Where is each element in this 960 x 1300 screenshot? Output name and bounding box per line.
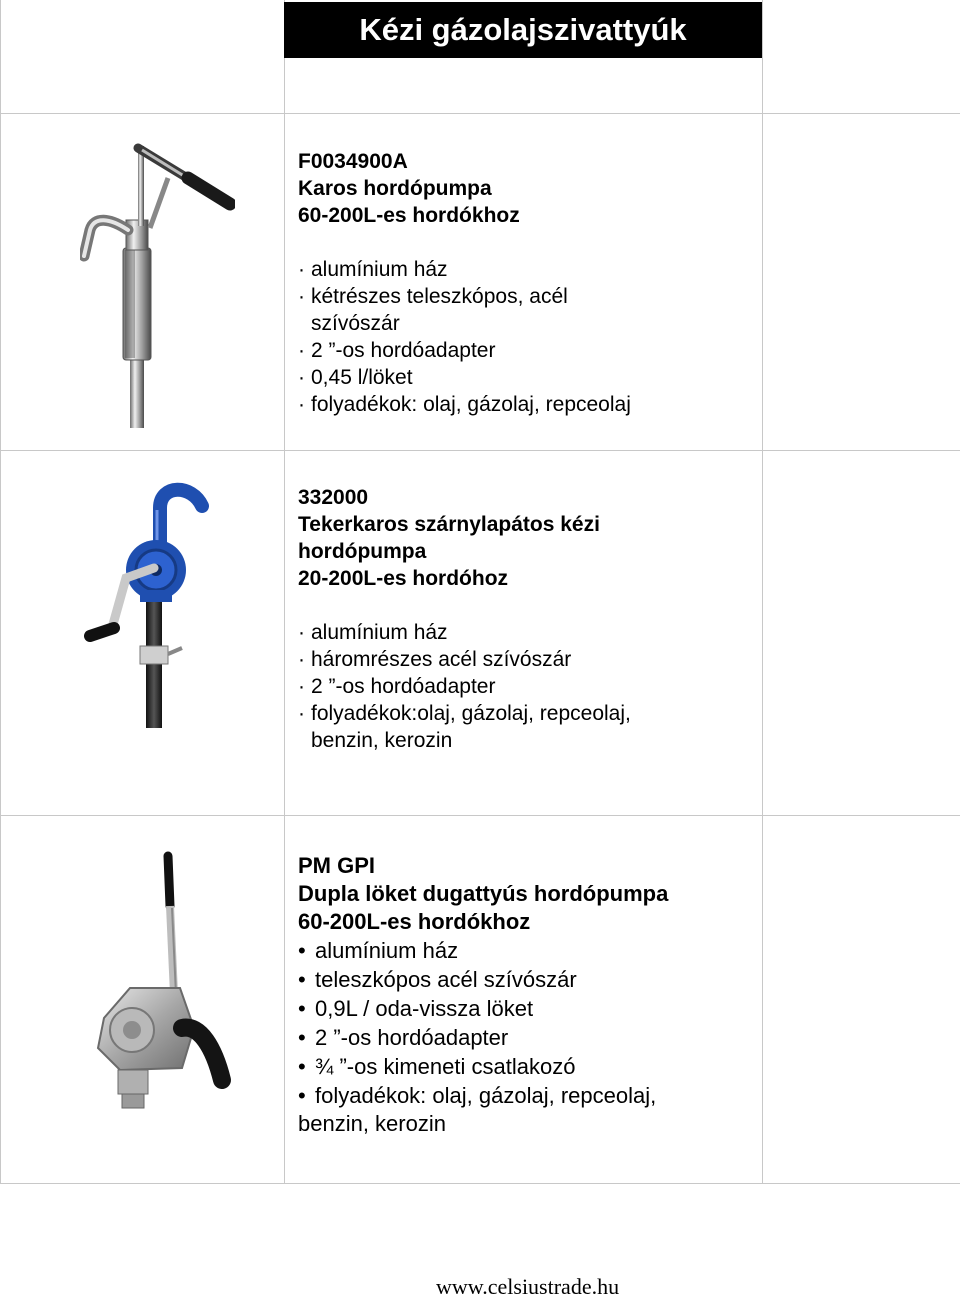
product-1-name: Karos hordópumpa (298, 177, 492, 200)
feature-item: • teleszkópos acél szívószár (298, 967, 577, 992)
rotary-vane-pump-image (84, 478, 214, 728)
feature-item: · kétrészes teleszkópos, acél szívószár (298, 285, 568, 335)
product-3-info (298, 852, 738, 1138)
lever-barrel-pump-image (80, 138, 235, 428)
product-3-capacity: 60-200L-es hordókhoz (298, 909, 531, 934)
feature-item: · háromrészes acél szívószár (298, 648, 572, 671)
table-divider-right (762, 0, 763, 1184)
table-divider-row1 (0, 113, 960, 114)
table-divider-row2 (0, 450, 960, 451)
feature-continuation: benzin, kerozin (298, 1111, 446, 1136)
feature-item: · folyadékok:olaj, gázolaj, repceolaj, benzin, kerozin (298, 702, 631, 752)
feature-item: · alumínium ház (298, 621, 448, 644)
footer-website[interactable]: www.celsiustrade.hu (436, 1274, 620, 1299)
table-border-bottom (0, 1183, 960, 1184)
product-2-info (298, 484, 738, 754)
feature-item: • 0,9L / oda-vissza löket (298, 996, 534, 1021)
product-3-code: PM GPI (298, 853, 376, 878)
table-divider-column (284, 0, 285, 1184)
feature-item: • alumínium ház (298, 938, 459, 963)
feature-item: · 0,45 l/löket (298, 366, 413, 389)
feature-item: • 2 ”-os hordóadapter (298, 1025, 509, 1050)
table-divider-row3 (0, 815, 960, 816)
feature-item: • folyadékok: olaj, gázolaj, repceolaj, (298, 1083, 657, 1108)
table-border-left (0, 0, 1, 1184)
feature-item: · 2 ”-os hordóadapter (298, 339, 496, 362)
product-2-code: 332000 (298, 486, 369, 509)
product-1-capacity: 60-200L-es hordókhoz (298, 204, 520, 227)
feature-item: · folyadékok: olaj, gázolaj, repceolaj (298, 393, 631, 416)
product-1-info (298, 148, 738, 418)
feature-item: · alumínium ház (298, 258, 448, 281)
product-2-capacity: 20-200L-es hordóhoz (298, 567, 509, 590)
piston-barrel-pump-image (90, 848, 240, 1113)
product-2-name: Tekerkaros szárnylapátos kézi hordópumpa (298, 513, 600, 563)
feature-item: · 2 ”-os hordóadapter (298, 675, 496, 698)
feature-item: • ¾ ”-os kimeneti csatlakozó (298, 1054, 576, 1079)
page-title: Kézi gázolajszivattyúk (284, 2, 762, 58)
product-1-code: F0034900A (298, 150, 408, 173)
product-3-name: Dupla löket dugattyús hordópumpa (298, 881, 669, 906)
